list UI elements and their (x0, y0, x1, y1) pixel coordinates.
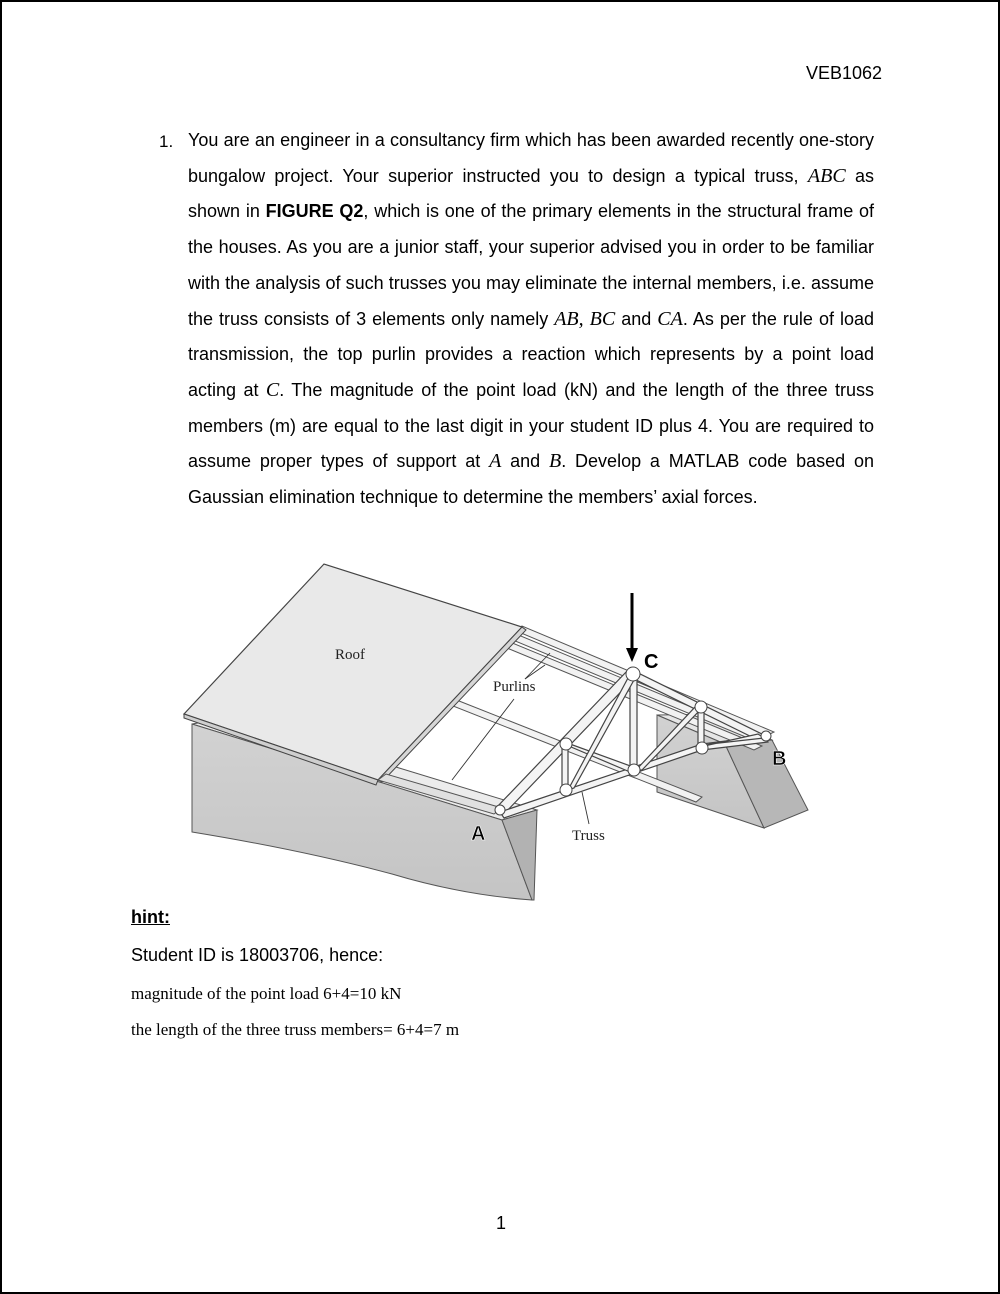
truss-figure (172, 557, 822, 907)
member-length-line: the length of the three truss members= 6+4=7 m (131, 1020, 460, 1039)
student-id-line: Student ID is 18003706, hence: (131, 945, 384, 965)
text-segment: as shown in (188, 165, 875, 222)
point-load-arrow (626, 593, 638, 662)
text-segment: You are an engineer in a consultancy firm which has been awarded recently one-story bungalow project. Your superior instructed you to design a typical truss, (188, 130, 874, 186)
figure-reference: FIGURE Q2 (265, 201, 364, 222)
text-segment: . The magnitude of the point load (kN) and the length of the three truss members (m) are equal to the last digit in your student ID plus 4. You are required to assume proper types of support at (188, 379, 875, 472)
math-ca: CA (657, 307, 683, 330)
math-separator: , (578, 307, 590, 330)
question-text (188, 123, 874, 516)
purlins-label: Purlins (493, 679, 536, 695)
text-segment: . As per the rule of load transmission, the top purlin provides a reaction which represents by a point load acting at (188, 308, 874, 400)
math-abc: ABC (807, 164, 846, 187)
course-code: VEB1062 (805, 63, 882, 83)
question-number: 1. (159, 132, 174, 151)
label-a: A (471, 823, 486, 845)
label-c: C (644, 651, 659, 673)
math-b: B (549, 450, 562, 473)
hint-heading: hint: (131, 907, 170, 927)
text-segment: and (615, 308, 658, 329)
math-ab: AB (554, 307, 579, 330)
point-load-line: magnitude of the point load 6+4=10 kN (131, 984, 402, 1003)
roof-label: Roof (335, 647, 365, 663)
page-number: 1 (496, 1213, 507, 1233)
text-segment: and (501, 451, 549, 472)
text-segment: , which is one of the primary elements in the structural frame of the houses. As you are a junior staff, your superior advised you in order to be familiar with the analysis of such trusses you may eliminate the internal members, i.e. assume the truss consists of 3 elements only namely (188, 201, 874, 329)
math-bc: BC (589, 307, 616, 330)
truss-label: Truss (572, 828, 605, 844)
math-a: A (489, 450, 502, 473)
math-c: C (265, 378, 280, 401)
text-segment: . Develop a MATLAB code based on Gaussian elimination technique to determine the members’ axial forces. (188, 451, 874, 508)
label-b: B (772, 748, 787, 770)
